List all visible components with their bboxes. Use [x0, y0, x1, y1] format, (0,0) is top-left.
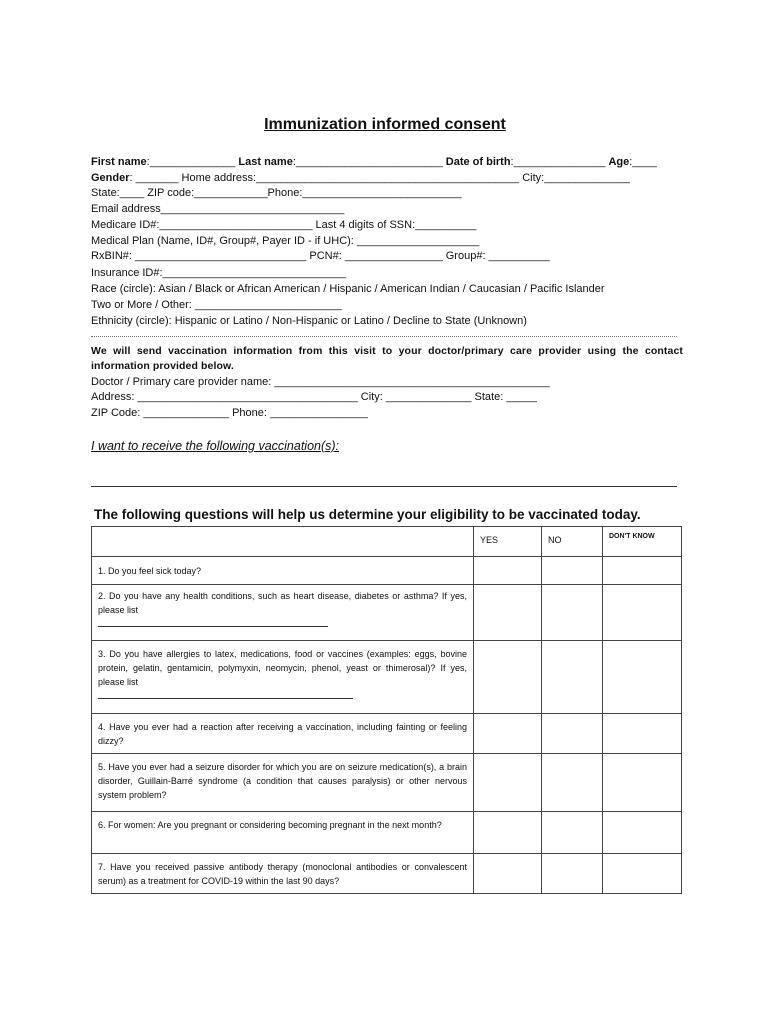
- form-line-rxbin[interactable]: RxBIN#: ____________________________ PCN#: ________________ Group#: __________: [91, 250, 550, 262]
- answer-dont-know-3[interactable]: [603, 641, 682, 714]
- form-line-gender-address[interactable]: Gender: _______ Home address:___________________________________________ City:______________: [91, 172, 630, 184]
- table-row: [92, 557, 682, 585]
- page-title: Immunization informed consent: [264, 116, 506, 133]
- question-header-cell: [92, 527, 474, 557]
- table-row: [92, 714, 682, 754]
- question-1: 1. Do you feel sick today?: [92, 557, 474, 585]
- answer-yes-7[interactable]: [474, 854, 542, 894]
- eligibility-table: [91, 526, 682, 894]
- answer-dont-know-1[interactable]: [603, 557, 682, 585]
- form-line-insurance-id[interactable]: Insurance ID#:______________________________: [91, 267, 347, 279]
- provider-address-line[interactable]: Address: ____________________________________ City: ______________ State: _____: [91, 391, 537, 403]
- answer-no-1[interactable]: [542, 557, 603, 585]
- table-row: [92, 854, 682, 894]
- form-line-two-or-more[interactable]: Two or More / Other: ________________________: [91, 299, 342, 311]
- form-line-state-zip-phone[interactable]: State:____ ZIP code:____________Phone:__________________________: [91, 187, 462, 199]
- answer-yes-6[interactable]: [474, 812, 542, 854]
- question-3-list-line[interactable]: [98, 694, 353, 699]
- answer-yes-3[interactable]: [474, 641, 542, 714]
- answer-dont-know-2[interactable]: [603, 585, 682, 641]
- form-line-medical-plan[interactable]: Medical Plan (Name, ID#, Group#, Payer ID - if UHC): ____________________: [91, 235, 480, 247]
- answer-no-7[interactable]: [542, 854, 603, 894]
- table-row: [92, 812, 682, 854]
- section-divider: [91, 336, 677, 337]
- answer-no-3[interactable]: [542, 641, 603, 714]
- table-header-row: [92, 527, 682, 557]
- question-4: 4. Have you ever had a reaction after receiving a vaccination, including fainting or feeling dizzy?: [92, 714, 474, 754]
- answer-dont-know-7[interactable]: [603, 854, 682, 894]
- table-row: [92, 585, 682, 641]
- questions-heading: The following questions will help us determine your eligibility to be vaccinated today.: [94, 507, 641, 522]
- answer-yes-5[interactable]: [474, 754, 542, 812]
- answer-yes-2[interactable]: [474, 585, 542, 641]
- question-2-list-line[interactable]: [98, 622, 328, 627]
- provider-notice: We will send vaccination information from this visit to your doctor/primary care provider using the contact information provided below.: [91, 345, 683, 372]
- answer-dont-know-4[interactable]: [603, 714, 682, 754]
- provider-zip-phone-line[interactable]: ZIP Code: ______________ Phone: ________________: [91, 407, 368, 419]
- question-3: 3. Do you have allergies to latex, medications, food or vaccines (examples: eggs, bovine protein, gelatin, gentamicin, polymyxin, neomycin, phenol, yeast or thimerosal)? If yes, please list: [98, 649, 467, 687]
- answer-dont-know-5[interactable]: [603, 754, 682, 812]
- vaccination-entry-line[interactable]: [91, 486, 677, 487]
- question-6: 6. For women: Are you pregnant or considering becoming pregnant in the next month?: [92, 812, 474, 854]
- vaccination-request-label: I want to receive the following vaccination(s):: [91, 439, 340, 453]
- yes-header: YES: [474, 527, 542, 557]
- question-2-cell: [92, 585, 474, 641]
- no-header: NO: [542, 527, 603, 557]
- question-2: 2. Do you have any health conditions, such as heart disease, diabetes or asthma? If yes, please list: [98, 591, 467, 615]
- question-3-cell: [92, 641, 474, 714]
- answer-no-4[interactable]: [542, 714, 603, 754]
- form-line-name[interactable]: First name:______________ Last name:________________________ Date of birth:_______________ Age:____: [91, 156, 657, 168]
- question-5: 5. Have you ever had a seizure disorder for which you are on seizure medication(s), a brain disorder, Guillain-Barré syndrome (a condition that causes paralysis) or other nervous system problem?: [92, 754, 474, 812]
- table-row: [92, 641, 682, 714]
- answer-no-6[interactable]: [542, 812, 603, 854]
- form-line-email[interactable]: Email address______________________________: [91, 203, 345, 215]
- form-line-ethnicity[interactable]: Ethnicity (circle): Hispanic or Latino / Non-Hispanic or Latino / Decline to State (Unknown): [91, 315, 527, 327]
- answer-yes-1[interactable]: [474, 557, 542, 585]
- answer-no-5[interactable]: [542, 754, 603, 812]
- form-line-race[interactable]: Race (circle): Asian / Black or African American / Hispanic / American Indian / Caucasian / Pacific Islander: [91, 283, 605, 295]
- table-row: [92, 754, 682, 812]
- form-line-medicare-ssn[interactable]: Medicare ID#:_________________________ Last 4 digits of SSN:__________: [91, 219, 477, 231]
- answer-yes-4[interactable]: [474, 714, 542, 754]
- answer-dont-know-6[interactable]: [603, 812, 682, 854]
- answer-no-2[interactable]: [542, 585, 603, 641]
- dont-know-header: DON'T KNOW: [603, 527, 682, 557]
- provider-name-line[interactable]: Doctor / Primary care provider name: _____________________________________________: [91, 376, 550, 388]
- question-7: 7. Have you received passive antibody therapy (monoclonal antibodies or convalescent serum) as a treatment for COVID-19 within the last 90 days?: [92, 854, 474, 894]
